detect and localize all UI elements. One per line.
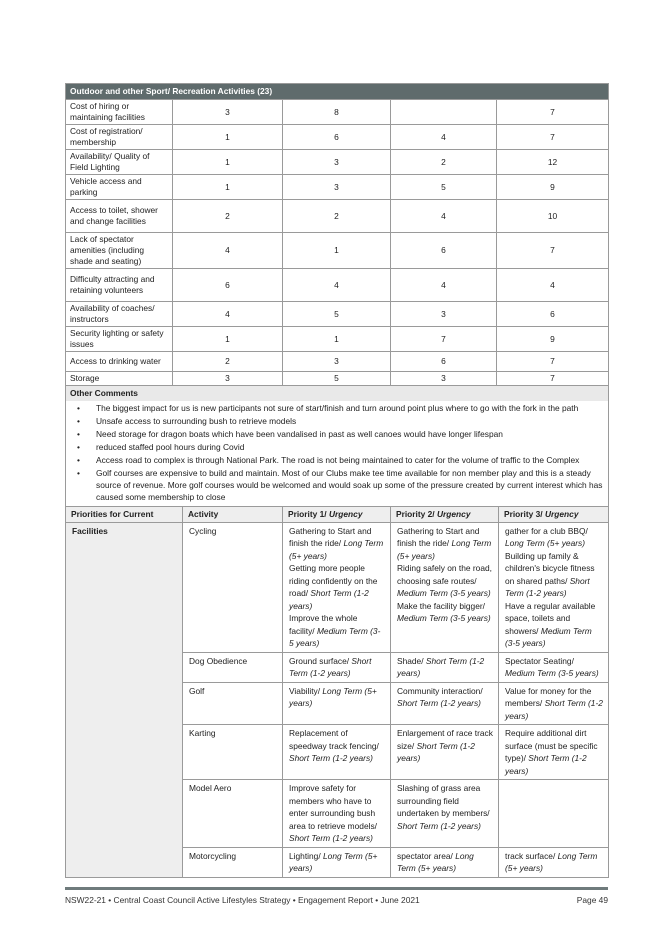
table-row xyxy=(66,269,609,302)
footer-rule xyxy=(65,887,608,890)
issue-label: Security lighting or safety issues xyxy=(66,327,173,352)
activity-name: Dog Obedience xyxy=(183,652,283,682)
priority-cell xyxy=(283,725,391,780)
issue-count: 2 xyxy=(173,352,283,372)
priority-row xyxy=(66,522,609,652)
issue-count: 8 xyxy=(283,100,391,125)
priority-text: Getting more people riding confidently on the road/ xyxy=(289,563,378,598)
priority-entry xyxy=(289,727,385,765)
priority-entry xyxy=(397,655,493,680)
priority-entry xyxy=(505,850,603,875)
priority-term: Medium Term (3-5 years) xyxy=(289,625,381,648)
priority-term: Short Term (1-2 years) xyxy=(397,655,485,678)
priority-text: Shade/ xyxy=(397,655,426,666)
issue-label: Availability of coaches/ instructors xyxy=(66,302,173,327)
issue-count: 9 xyxy=(497,175,609,200)
issues-rows xyxy=(66,100,609,386)
issue-count: 12 xyxy=(497,150,609,175)
issue-count: 2 xyxy=(391,150,497,175)
priority-cell xyxy=(283,682,391,725)
document-body xyxy=(65,83,608,878)
comment-item: • reduced staffed pool hours during Covid xyxy=(94,441,604,453)
table-row xyxy=(66,175,609,200)
priority-text: Gathering to Start and finish the ride/ xyxy=(397,525,480,548)
priority-entry xyxy=(505,727,603,777)
priority-cell xyxy=(391,682,499,725)
table-row xyxy=(66,352,609,372)
issue-count: 3 xyxy=(391,372,497,386)
priority-cell xyxy=(391,522,499,652)
activity-name: Cycling xyxy=(183,522,283,652)
issue-count: 3 xyxy=(283,175,391,200)
priority-cell xyxy=(283,522,391,652)
issue-count: 10 xyxy=(497,200,609,233)
priority-entry xyxy=(397,782,493,832)
priority-entry xyxy=(505,655,603,680)
issue-count: 1 xyxy=(283,233,391,269)
issue-count: 3 xyxy=(391,302,497,327)
table-row xyxy=(66,200,609,233)
priority-term: Long Term (5+ years) xyxy=(289,538,384,561)
issue-label: Storage xyxy=(66,372,173,386)
comment-item: • Need storage for dragon boats which have been vandalised in past as well canoes would have longer lifespan xyxy=(94,428,604,440)
issues-table xyxy=(65,83,609,507)
issue-count: 1 xyxy=(173,175,283,200)
priority-cell xyxy=(283,780,391,848)
page-footer xyxy=(65,895,608,905)
priority-term: Short Term (1-2 years) xyxy=(397,740,475,763)
issue-count: 6 xyxy=(391,352,497,372)
table-row xyxy=(66,327,609,352)
priority-term: Medium Term (3-5 years) xyxy=(397,613,491,623)
activity-name: Model Aero xyxy=(183,780,283,848)
priority-term: Medium Term (3-5 years) xyxy=(397,588,491,598)
priority-term: Short Term (1-2 years) xyxy=(289,753,373,763)
priority-entry xyxy=(289,562,385,612)
priority-text: Make the facility bigger/ xyxy=(397,600,485,611)
priority-term: Short Term (1-2 years) xyxy=(505,698,603,721)
priority-text: Riding safely on the road, choosing safe routes/ xyxy=(397,563,492,586)
priority-cell xyxy=(391,725,499,780)
issue-count: 1 xyxy=(173,150,283,175)
issue-count: 6 xyxy=(283,125,391,150)
priority-entry xyxy=(397,562,493,600)
issue-count: 1 xyxy=(173,327,283,352)
issue-count: 4 xyxy=(173,302,283,327)
section-title: Outdoor and other Sport/ Recreation Activities (23) xyxy=(66,84,609,100)
priority-entry xyxy=(397,525,493,563)
issue-count: 1 xyxy=(173,125,283,150)
priority-text: Slashing of grass area surrounding field undertaken by members/ xyxy=(397,783,490,818)
priority-text: Have a regular available space, toilets and showers/ xyxy=(505,600,596,636)
priority-entry xyxy=(289,782,385,845)
issue-label: Vehicle access and parking xyxy=(66,175,173,200)
issue-label: Access to toilet, shower and change facilities xyxy=(66,200,173,233)
priority-cell xyxy=(391,847,499,877)
issue-count: 4 xyxy=(283,269,391,302)
issue-count: 7 xyxy=(497,352,609,372)
issue-count: 3 xyxy=(173,100,283,125)
priorities-rows xyxy=(66,507,609,878)
table-row xyxy=(66,150,609,175)
issue-count: 5 xyxy=(283,302,391,327)
comment-item: • Unsafe access to surrounding bush to retrieve models xyxy=(94,415,604,427)
priority-term: Long Term (5+ years) xyxy=(397,850,474,873)
priority-entry xyxy=(505,685,603,723)
priority-cell xyxy=(499,682,609,725)
page-number: Page 49 xyxy=(576,895,608,905)
issue-label: Access to drinking water xyxy=(66,352,173,372)
priority-term: Short Term (1-2 years) xyxy=(505,575,590,598)
priority-entry xyxy=(397,727,493,765)
issue-count: 7 xyxy=(497,233,609,269)
issue-count: 7 xyxy=(497,100,609,125)
priority-cell xyxy=(391,652,499,682)
issue-count: 3 xyxy=(283,150,391,175)
activity-header: Activity xyxy=(183,507,283,523)
comment-item: • Access road to complex is through National Park. The road is not being maintained to cater for the volume of traffic to the Complex xyxy=(94,454,604,466)
issue-count: 6 xyxy=(173,269,283,302)
issue-count: 4 xyxy=(391,200,497,233)
priority-2-header: Priority 2/ Urgency xyxy=(391,507,499,523)
priority-text: Replacement of speedway track fencing/ xyxy=(289,728,379,751)
issue-count: 5 xyxy=(283,372,391,386)
priority-term: Short Term (1-2 years) xyxy=(289,833,373,843)
table-row xyxy=(66,372,609,386)
priority-term: Medium Term (3-5 years) xyxy=(505,668,599,678)
priority-entry xyxy=(505,550,603,600)
activity-name: Karting xyxy=(183,725,283,780)
priority-term: Long Term (5+ years) xyxy=(505,850,598,873)
issue-count: 6 xyxy=(497,302,609,327)
priority-term: Short Term (1-2 years) xyxy=(397,820,481,831)
priority-text: Viability/ xyxy=(289,685,323,696)
priority-text: Improve the whole facility/ xyxy=(289,613,358,636)
priority-entry xyxy=(289,850,385,875)
priorities-table xyxy=(65,506,609,878)
priority-text: spectator area/ xyxy=(397,850,456,861)
other-comments-list xyxy=(76,402,604,503)
comment-item: • Golf courses are expensive to build and maintain. Most of our Clubs make tee time available for non member play and this is a steady source of revenue. More golf courses would be welcomed and would soak up some of the pressure created by current interest which has caused some membership to close xyxy=(94,467,604,503)
priority-entry xyxy=(397,850,493,875)
priority-cell xyxy=(283,652,391,682)
priority-text: Lighting/ xyxy=(289,850,323,861)
issue-count: 6 xyxy=(391,233,497,269)
priority-entry xyxy=(289,655,385,680)
issue-label: Cost of hiring or maintaining facilities xyxy=(66,100,173,125)
priority-term: Long Term (5+ years) xyxy=(289,685,377,708)
issue-count: 7 xyxy=(497,372,609,386)
issue-count: 4 xyxy=(173,233,283,269)
priority-term: Medium Term (3-5 years) xyxy=(505,625,592,648)
other-comments-body xyxy=(66,401,609,507)
priority-cell xyxy=(499,780,609,848)
priority-cell xyxy=(391,780,499,848)
priority-cell xyxy=(499,847,609,877)
facilities-label: Facilities xyxy=(66,522,183,877)
priority-entry xyxy=(289,685,385,710)
priority-term: Short Term (1-2 years) xyxy=(289,655,372,678)
priority-text: Enlargement of race track size/ xyxy=(397,728,493,751)
priority-cell xyxy=(499,522,609,652)
issue-count: 4 xyxy=(497,269,609,302)
priority-text: Value for money for the members/ xyxy=(505,685,592,708)
priority-text: track surface/ xyxy=(505,850,558,861)
priority-cell xyxy=(283,847,391,877)
priority-term: Short Term (1-2 years) xyxy=(397,698,481,708)
issue-count: 3 xyxy=(173,372,283,386)
table-row xyxy=(66,125,609,150)
priority-text: Gathering to Start and finish the ride/ xyxy=(289,525,372,548)
comment-item: • The biggest impact for us is new participants not sure of start/finish and turn around point plus where to go with the fork in the path xyxy=(94,402,604,414)
issue-label: Cost of registration/ membership xyxy=(66,125,173,150)
priority-text: Ground surface/ xyxy=(289,655,352,666)
priority-text: Spectator Seating/ xyxy=(505,655,574,666)
priority-3-header: Priority 3/ Urgency xyxy=(499,507,609,523)
table-row xyxy=(66,233,609,269)
footer-text: NSW22-21 • Central Coast Council Active Lifestyles Strategy • Engagement Report • June 2021 xyxy=(65,895,420,905)
priority-entry xyxy=(289,525,385,563)
priority-term: Long Term (5+ years) xyxy=(397,538,492,561)
priority-text: Community interaction/ xyxy=(397,685,483,696)
other-comments-title: Other Comments xyxy=(66,386,609,402)
priority-term: Long Term (5+ years) xyxy=(505,538,585,548)
priority-cell xyxy=(499,725,609,780)
priority-term: Long Term (5+ years) xyxy=(289,850,378,873)
priority-entry xyxy=(397,600,493,625)
priority-entry xyxy=(505,525,603,550)
activity-name: Golf xyxy=(183,682,283,725)
priority-cell xyxy=(499,652,609,682)
issue-count: 9 xyxy=(497,327,609,352)
priority-entry xyxy=(505,600,603,650)
priority-term: Short Term (1-2 years) xyxy=(289,588,369,611)
issue-label: Availability/ Quality of Field Lighting xyxy=(66,150,173,175)
table-row xyxy=(66,100,609,125)
priority-1-header: Priority 1/ Urgency xyxy=(283,507,391,523)
activity-name: Motorcycling xyxy=(183,847,283,877)
issue-count: 3 xyxy=(283,352,391,372)
issue-label: Lack of spectator amenities (including shade and seating) xyxy=(66,233,173,269)
priority-text: Building up family & children's bicycle fitness on shared paths/ xyxy=(505,550,595,586)
issue-count: 2 xyxy=(173,200,283,233)
priority-term: Short Term (1-2 years) xyxy=(505,753,587,776)
issue-count: 1 xyxy=(283,327,391,352)
priority-entry xyxy=(289,612,385,650)
priority-text: gather for a club BBQ/ xyxy=(505,525,588,536)
table-row xyxy=(66,302,609,327)
issue-count: 7 xyxy=(497,125,609,150)
priority-text: Require additional dirt surface (must be specific type)/ xyxy=(505,728,598,763)
priorities-column-header: Priorities for Current xyxy=(66,507,183,523)
priority-entry xyxy=(397,685,493,710)
issue-label: Difficulty attracting and retaining volunteers xyxy=(66,269,173,302)
issue-count: 4 xyxy=(391,269,497,302)
priority-text: Improve safety for members who have to enter surrounding bush area to retrieve models/ xyxy=(289,783,377,831)
issue-count: 7 xyxy=(391,327,497,352)
issue-count: 5 xyxy=(391,175,497,200)
issue-count xyxy=(391,100,497,125)
issue-count: 4 xyxy=(391,125,497,150)
issue-count: 2 xyxy=(283,200,391,233)
